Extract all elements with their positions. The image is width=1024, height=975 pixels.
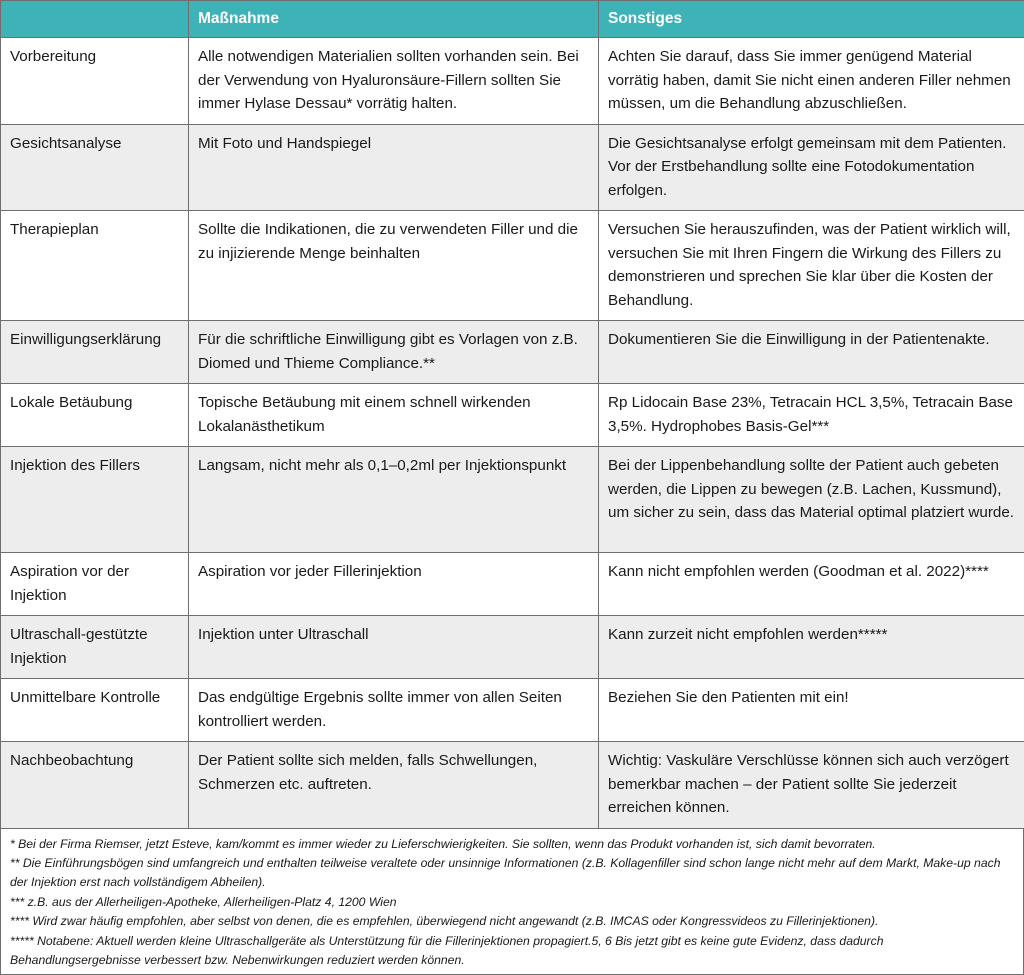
row-label: Ultraschall-gestützte Injektion — [1, 616, 189, 679]
row-label: Unmittelbare Kontrolle — [1, 679, 189, 742]
table-row — [1, 321, 1024, 384]
row-massnahme: Für die schriftliche Einwilligung gibt es Vorlagen von z.B. Diomed und Thieme Compliance.** — [189, 321, 599, 384]
row-label: Aspiration vor der Injektion — [1, 553, 189, 616]
row-sonstiges: Kann nicht empfohlen werden (Goodman et al. 2022)**** — [599, 553, 1024, 616]
row-sonstiges: Die Gesichtsanalyse erfolgt gemeinsam mit dem Patienten. Vor der Erstbehandlung sollte eine Fotodokumentation erfolgen. — [599, 124, 1024, 211]
table-row — [1, 447, 1024, 553]
row-sonstiges: Bei der Lippenbehandlung sollte der Patient auch gebeten werden, die Lippen zu bewegen (z.B. Lachen, Kussmund), um sicher zu sein, dass das Material optimal platziert wurde. — [599, 447, 1024, 553]
footnote: ** Die Einführungsbögen sind umfangreich und enthalten teilweise veraltete oder unsinnige Informationen (z.B. Kollagenfiller sind schon lange nicht mehr auf dem Markt, Make-up nach der Injektion erst nach vollständigem Abheilen). — [10, 854, 1015, 893]
footnote: * Bei der Firma Riemser, jetzt Esteve, kam/kommt es immer wieder zu Lieferschwierigkeiten. Sie sollten, wenn das Produkt vorhanden ist, sich damit bevorraten. — [10, 835, 1015, 854]
row-sonstiges: Versuchen Sie herauszufinden, was der Patient wirklich will, versuchen Sie mit Ihren Fingern die Wirkung des Fillers zu demonstrieren und sprechen Sie klar über die Kosten der Behandlung. — [599, 211, 1024, 321]
table-row — [1, 384, 1024, 447]
row-massnahme: Mit Foto und Handspiegel — [189, 124, 599, 211]
table-row — [1, 211, 1024, 321]
row-sonstiges: Achten Sie darauf, dass Sie immer genügend Material vorrätig haben, damit Sie nicht einen anderen Filler nehmen müssen, um die Behandlung abzuschließen. — [599, 38, 1024, 125]
row-massnahme: Langsam, nicht mehr als 0,1–0,2ml per Injektionspunkt — [189, 447, 599, 553]
row-label: Lokale Betäubung — [1, 384, 189, 447]
row-label: Einwilligungserklärung — [1, 321, 189, 384]
row-label: Vorbereitung — [1, 38, 189, 125]
row-sonstiges: Rp Lidocain Base 23%, Tetracain HCL 3,5%, Tetracain Base 3,5%. Hydrophobes Basis-Gel*** — [599, 384, 1024, 447]
row-sonstiges: Kann zurzeit nicht empfohlen werden***** — [599, 616, 1024, 679]
row-massnahme: Das endgültige Ergebnis sollte immer von allen Seiten kontrolliert werden. — [189, 679, 599, 742]
row-massnahme: Sollte die Indikationen, die zu verwendeten Filler und die zu injizierende Menge beinhalten — [189, 211, 599, 321]
row-label: Therapieplan — [1, 211, 189, 321]
footnotes — [0, 829, 1024, 975]
table-row — [1, 553, 1024, 616]
row-massnahme: Der Patient sollte sich melden, falls Schwellungen, Schmerzen etc. auftreten. — [189, 742, 599, 829]
row-label: Nachbeobachtung — [1, 742, 189, 829]
table-row — [1, 679, 1024, 742]
header-cell-empty — [1, 1, 189, 38]
footnote: ***** Notabene: Aktuell werden kleine Ultraschallgeräte als Unterstützung für die Fillerinjektionen propagiert.5, 6 Bis jetzt gibt es keine gute Evidenz, dass dadurch Behandlungsergebnisse verbessert bzw. Nebenwirkungen reduziert werden können. — [10, 932, 1015, 971]
footnote: **** Wird zwar häufig empfohlen, aber selbst von denen, die es empfehlen, überwiegend nicht angewandt (z.B. IMCAS oder Kongressvideos zu Fillerinjektionen). — [10, 912, 1015, 931]
row-label: Gesichtsanalyse — [1, 124, 189, 211]
row-massnahme: Aspiration vor jeder Fillerinjektion — [189, 553, 599, 616]
row-massnahme: Topische Betäubung mit einem schnell wirkenden Lokalanästhetikum — [189, 384, 599, 447]
table-row — [1, 38, 1024, 125]
row-sonstiges: Beziehen Sie den Patienten mit ein! — [599, 679, 1024, 742]
table-row — [1, 742, 1024, 829]
table-row — [1, 616, 1024, 679]
header-cell-massnahme: Maßnahme — [189, 1, 599, 38]
row-label: Injektion des Fillers — [1, 447, 189, 553]
table-row — [1, 124, 1024, 211]
header-cell-sonstiges: Sonstiges — [599, 1, 1024, 38]
table-header-row — [1, 1, 1024, 38]
row-sonstiges: Wichtig: Vaskuläre Verschlüsse können sich auch verzögert bemerkbar machen – der Patient sollte Sie jederzeit erreichen können. — [599, 742, 1024, 829]
row-sonstiges: Dokumentieren Sie die Einwilligung in der Patientenakte. — [599, 321, 1024, 384]
footnote: *** z.B. aus der Allerheiligen-Apotheke, Allerheiligen-Platz 4, 1200 Wien — [10, 893, 1015, 912]
row-massnahme: Injektion unter Ultraschall — [189, 616, 599, 679]
row-massnahme: Alle notwendigen Materialien sollten vorhanden sein. Bei der Verwendung von Hyaluronsäure-Fillern sollten Sie immer Hylase Dessau* vorrätig halten. — [189, 38, 599, 125]
